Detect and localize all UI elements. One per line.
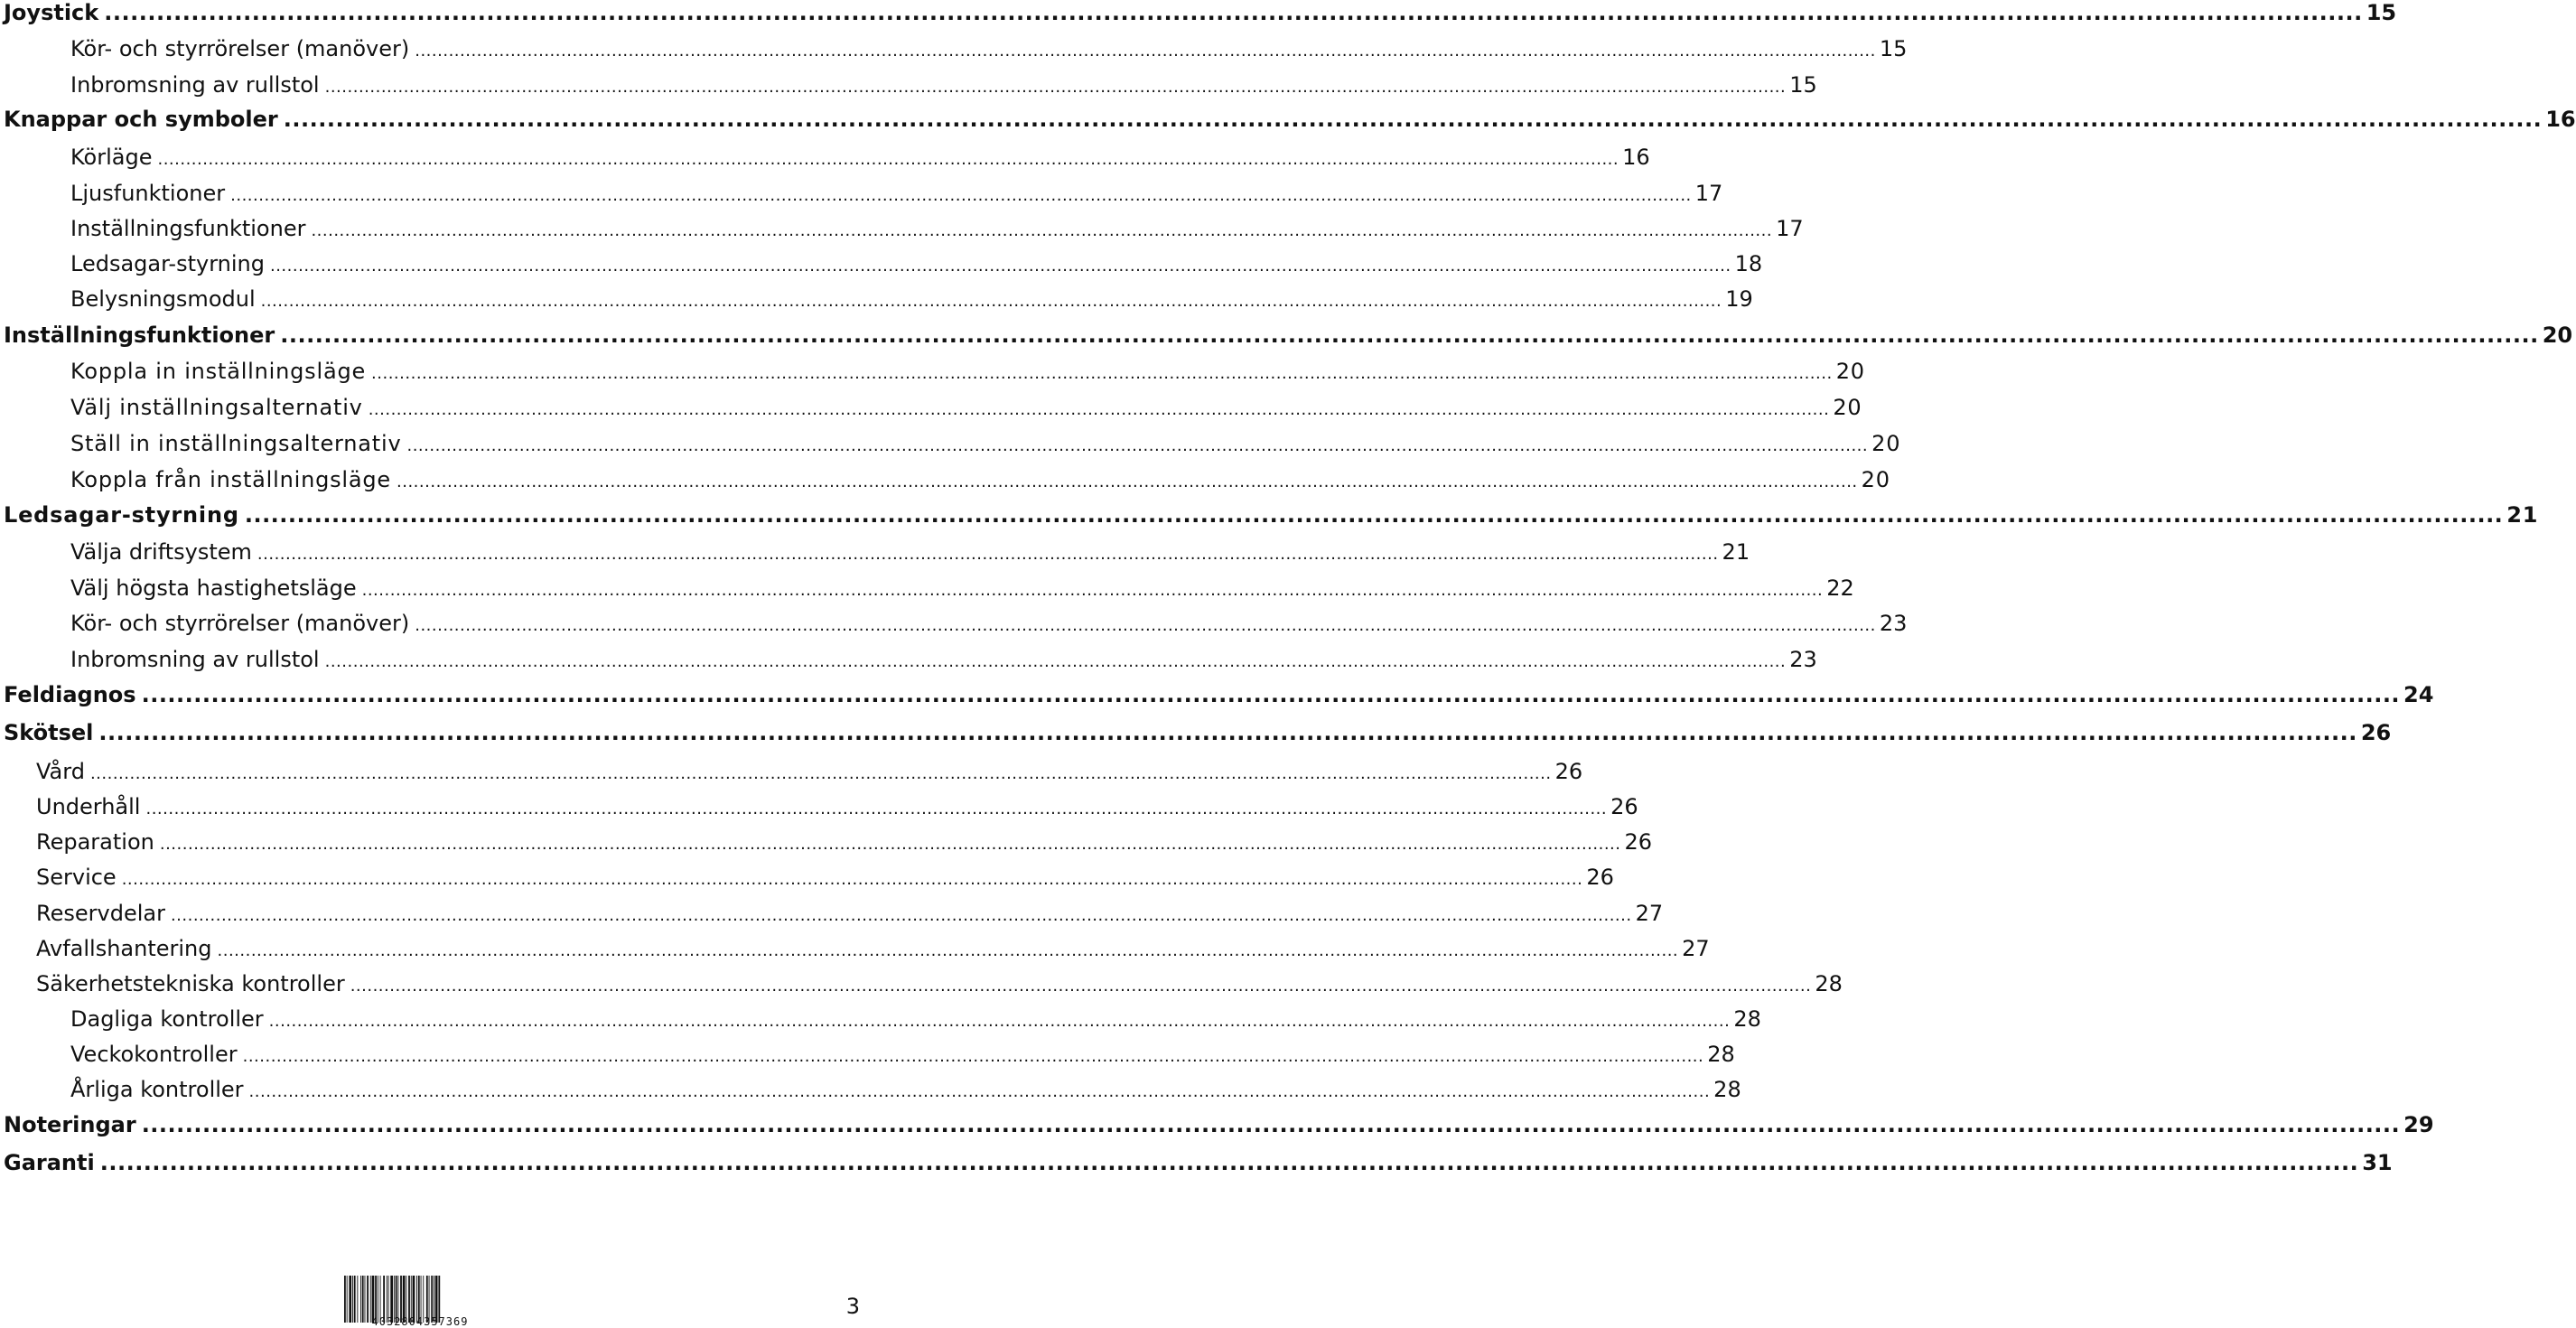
toc-entry-label: Avfallshantering: [36, 936, 212, 961]
toc-entry-page: 16: [1622, 145, 1650, 170]
toc-entry[interactable]: [0, 216, 1804, 243]
toc-entry-line: [70, 647, 1817, 674]
toc-entry-line: [70, 1077, 1741, 1104]
toc-entry-line: [70, 575, 1854, 603]
toc-entry-line: [4, 323, 2573, 350]
toc-entry-page: 24: [2403, 682, 2434, 707]
toc-entry[interactable]: [0, 794, 1638, 821]
toc-entry[interactable]: [0, 575, 1854, 603]
toc-dot-leader: ....................................................................................................................................................................................................................................................................: [397, 472, 1858, 491]
toc-entry-line: [70, 395, 1862, 422]
toc-entry[interactable]: [0, 539, 1750, 566]
toc-entry-page: 15: [1879, 36, 1908, 61]
toc-entry-line: [36, 971, 1843, 998]
toc-entry-label: Välj högsta hastighetsläge: [70, 575, 357, 601]
toc-entry-line: [4, 0, 2397, 27]
toc-entry-line: [70, 539, 1750, 566]
toc-entry-label: Välja driftsystem: [70, 539, 252, 565]
toc-entry-line: [4, 107, 2576, 134]
toc-entry-line: [70, 1042, 1735, 1069]
toc-entry-label: Dagliga kontroller: [70, 1006, 264, 1032]
toc-dot-leader: ....................................................................................................................................................................................................................................................................: [311, 221, 1773, 240]
toc-entry-page: 20: [1835, 359, 1865, 384]
toc-entry-line: [4, 682, 2434, 709]
toc-entry-page: 29: [2403, 1112, 2434, 1137]
toc-dot-leader: ....................................................................................................................................................................................................................................................................: [244, 502, 2504, 528]
toc-entry-line: [36, 936, 1710, 963]
toc-dot-leader: ....................................................................................................................................................................................................................................................................: [230, 186, 1692, 205]
toc-entry[interactable]: [0, 865, 1614, 892]
toc-entry-label: Kör- och styrrörelser (manöver): [70, 36, 410, 61]
toc-entry[interactable]: [0, 647, 1817, 674]
toc-entry[interactable]: [0, 1112, 2434, 1139]
toc-entry-label: Knappar och symboler: [4, 107, 278, 132]
toc-entry-label: Ställ in inställningsalternativ: [70, 431, 402, 456]
toc-entry[interactable]: [0, 145, 1650, 172]
toc-dot-leader: ....................................................................................................................................................................................................................................................................: [268, 1012, 1731, 1031]
toc-entry[interactable]: [0, 720, 2392, 747]
toc-entry[interactable]: [0, 1150, 2393, 1177]
toc-entry[interactable]: [0, 251, 1763, 278]
toc-entry-label: Veckokontroller: [70, 1042, 238, 1067]
toc-entry-label: Feldiagnos: [4, 682, 136, 707]
toc-entry[interactable]: [0, 682, 2434, 709]
toc-entry-page: 28: [1707, 1042, 1735, 1067]
toc-entry-line: [36, 794, 1638, 821]
toc-entry[interactable]: [0, 286, 1753, 313]
toc-entry-label: Vård: [36, 759, 85, 784]
toc-entry[interactable]: [0, 323, 2573, 350]
toc-entry[interactable]: [0, 467, 1890, 494]
toc-entry-page: 26: [2360, 720, 2392, 745]
toc-entry-line: [36, 865, 1614, 892]
toc-dot-leader: ....................................................................................................................................................................................................................................................................: [242, 1047, 1704, 1066]
toc-entry-page: 17: [1776, 216, 1804, 241]
toc-entry-page: 26: [1586, 865, 1614, 890]
toc-entry-label: Körläge: [70, 145, 153, 170]
toc-entry[interactable]: [0, 611, 1908, 638]
toc-entry-label: Underhåll: [36, 794, 141, 819]
toc-dot-leader: ....................................................................................................................................................................................................................................................................: [415, 42, 1876, 61]
toc-entry-label: Garanti: [4, 1150, 95, 1175]
toc-dot-leader: ....................................................................................................................................................................................................................................................................: [283, 107, 2543, 132]
toc-entry-page: 26: [1624, 829, 1653, 855]
toc-entry-label: Service: [36, 865, 117, 890]
toc-entry-label: Koppla från inställningsläge: [70, 467, 392, 492]
toc-entry-line: [4, 502, 2539, 529]
toc-dot-leader: ....................................................................................................................................................................................................................................................................: [104, 0, 2363, 25]
toc-entry-line: [70, 431, 1901, 458]
toc-dot-leader: ....................................................................................................................................................................................................................................................................: [98, 720, 2357, 745]
toc-entry-label: Ledsagar-styrning: [70, 251, 265, 276]
toc-dot-leader: ....................................................................................................................................................................................................................................................................: [368, 400, 1830, 419]
toc-entry-page: 31: [2362, 1150, 2393, 1175]
barcode-digits: 4032804357369: [371, 1315, 469, 1328]
toc-entry-line: [36, 901, 1664, 928]
toc-entry-label: Belysningsmodul: [70, 286, 256, 312]
toc-entry[interactable]: [0, 829, 1653, 856]
toc-dot-leader: ....................................................................................................................................................................................................................................................................: [141, 682, 2401, 707]
toc-entry-label: Reparation: [36, 829, 154, 855]
toc-entry-page: 15: [2366, 0, 2397, 25]
toc-entry-line: [4, 720, 2392, 747]
toc-entry-label: Inbromsning av rullstol: [70, 72, 320, 98]
toc-entry-page: 28: [1713, 1077, 1741, 1102]
toc-dot-leader: ....................................................................................................................................................................................................................................................................: [324, 652, 1787, 671]
toc-entry-label: Inställningsfunktioner: [4, 323, 275, 348]
toc-entry[interactable]: [0, 431, 1901, 458]
toc-entry-line: [70, 216, 1804, 243]
toc-dot-leader: ....................................................................................................................................................................................................................................................................: [260, 292, 1722, 311]
toc-entry-page: 22: [1826, 575, 1854, 601]
toc-entry-label: Reservdelar: [36, 901, 165, 926]
toc-dot-leader: ....................................................................................................................................................................................................................................................................: [406, 436, 1869, 455]
toc-dot-leader: ....................................................................................................................................................................................................................................................................: [145, 800, 1608, 818]
toc-entry-page: 21: [2506, 502, 2539, 528]
toc-dot-leader: ....................................................................................................................................................................................................................................................................: [157, 150, 1619, 169]
toc-entry-page: 20: [1871, 431, 1901, 456]
toc-entry-page: 27: [1682, 936, 1710, 961]
toc-entry-line: [70, 181, 1723, 208]
toc-entry-page: 27: [1635, 901, 1664, 926]
toc-entry-label: Noteringar: [4, 1112, 136, 1137]
toc-dot-leader: ....................................................................................................................................................................................................................................................................: [371, 364, 1833, 383]
toc-entry-page: 23: [1879, 611, 1908, 636]
toc-dot-leader: ....................................................................................................................................................................................................................................................................: [99, 1150, 2359, 1175]
toc-entry-page: 18: [1734, 251, 1763, 276]
toc-entry-line: [70, 286, 1753, 313]
toc-entry[interactable]: [0, 1042, 1735, 1069]
toc-entry[interactable]: [0, 181, 1723, 208]
toc-entry-page: 26: [1610, 794, 1638, 819]
toc-entry-page: 16: [2545, 107, 2576, 132]
toc-entry-label: Säkerhetstekniska kontroller: [36, 971, 345, 996]
toc-entry-line: [4, 1150, 2393, 1177]
toc-entry[interactable]: [0, 359, 1865, 386]
toc-entry-page: 21: [1722, 539, 1750, 565]
toc-entry-line: [70, 359, 1865, 386]
toc-entry-label: Årliga kontroller: [70, 1077, 244, 1102]
toc-entry[interactable]: [0, 107, 2576, 134]
toc-dot-leader: ....................................................................................................................................................................................................................................................................: [248, 1082, 1711, 1101]
toc-entry[interactable]: [0, 502, 2539, 529]
toc-entry-line: [70, 145, 1650, 172]
toc-entry-page: 19: [1725, 286, 1753, 312]
toc-entry[interactable]: [0, 0, 2397, 27]
page-number: 3: [845, 1294, 860, 1319]
toc-entry-label: Koppla in inställningsläge: [70, 359, 367, 384]
toc-entry[interactable]: [0, 936, 1710, 963]
toc-entry[interactable]: [0, 1077, 1741, 1104]
toc-entry[interactable]: [0, 759, 1583, 786]
toc-entry-line: [70, 467, 1890, 494]
toc-dot-leader: ....................................................................................................................................................................................................................................................................: [324, 78, 1787, 97]
toc-entry-line: [36, 759, 1583, 786]
toc-entry-page: 26: [1554, 759, 1583, 784]
toc-entry-line: [4, 1112, 2434, 1139]
toc-dot-leader: ....................................................................................................................................................................................................................................................................: [269, 257, 1731, 276]
toc-entry-label: Ledsagar-styrning: [4, 502, 239, 528]
toc-dot-leader: ....................................................................................................................................................................................................................................................................: [121, 870, 1583, 889]
toc-entry-page: 17: [1694, 181, 1723, 206]
toc-dot-leader: ....................................................................................................................................................................................................................................................................: [280, 323, 2539, 348]
toc-entry-page: 28: [1815, 971, 1843, 996]
toc-dot-leader: ....................................................................................................................................................................................................................................................................: [159, 835, 1621, 854]
toc-entry-label: Inställningsfunktioner: [70, 216, 306, 241]
toc-dot-leader: ....................................................................................................................................................................................................................................................................: [361, 581, 1824, 600]
toc-entry[interactable]: [0, 36, 1908, 63]
toc-entry-label: Inbromsning av rullstol: [70, 647, 320, 672]
toc-entry[interactable]: [0, 72, 1817, 99]
toc-entry-line: [70, 36, 1908, 63]
toc-entry-line: [70, 72, 1817, 99]
toc-entry-line: [70, 611, 1908, 638]
toc-entry[interactable]: [0, 1006, 1761, 1033]
toc-entry-page: 20: [2542, 323, 2573, 348]
toc-entry-label: Välj inställningsalternativ: [70, 395, 363, 420]
toc-entry[interactable]: [0, 971, 1843, 998]
toc-entry-page: 20: [1861, 467, 1890, 492]
toc-dot-leader: ....................................................................................................................................................................................................................................................................: [170, 906, 1632, 925]
toc-entry-page: 20: [1833, 395, 1862, 420]
toc-dot-leader: ....................................................................................................................................................................................................................................................................: [141, 1112, 2401, 1137]
toc-entry-page: 28: [1733, 1006, 1761, 1032]
toc-entry-label: Kör- och styrrörelser (manöver): [70, 611, 410, 636]
toc-entry[interactable]: [0, 901, 1664, 928]
toc-entry-line: [36, 829, 1653, 856]
toc-dot-leader: ....................................................................................................................................................................................................................................................................: [350, 977, 1812, 996]
toc-entry-label: Joystick: [4, 0, 99, 25]
toc-entry[interactable]: [0, 395, 1862, 422]
toc-dot-leader: ....................................................................................................................................................................................................................................................................: [415, 616, 1876, 635]
toc-entry-line: [70, 1006, 1761, 1033]
toc-dot-leader: ....................................................................................................................................................................................................................................................................: [257, 545, 1719, 564]
toc-dot-leader: ....................................................................................................................................................................................................................................................................: [217, 941, 1679, 960]
toc-entry-page: 15: [1789, 72, 1817, 98]
toc-entry-label: Skötsel: [4, 720, 94, 745]
toc-entry-line: [70, 251, 1763, 278]
toc-dot-leader: ....................................................................................................................................................................................................................................................................: [89, 764, 1552, 783]
toc-entry-page: 23: [1789, 647, 1817, 672]
toc-entry-label: Ljusfunktioner: [70, 181, 226, 206]
